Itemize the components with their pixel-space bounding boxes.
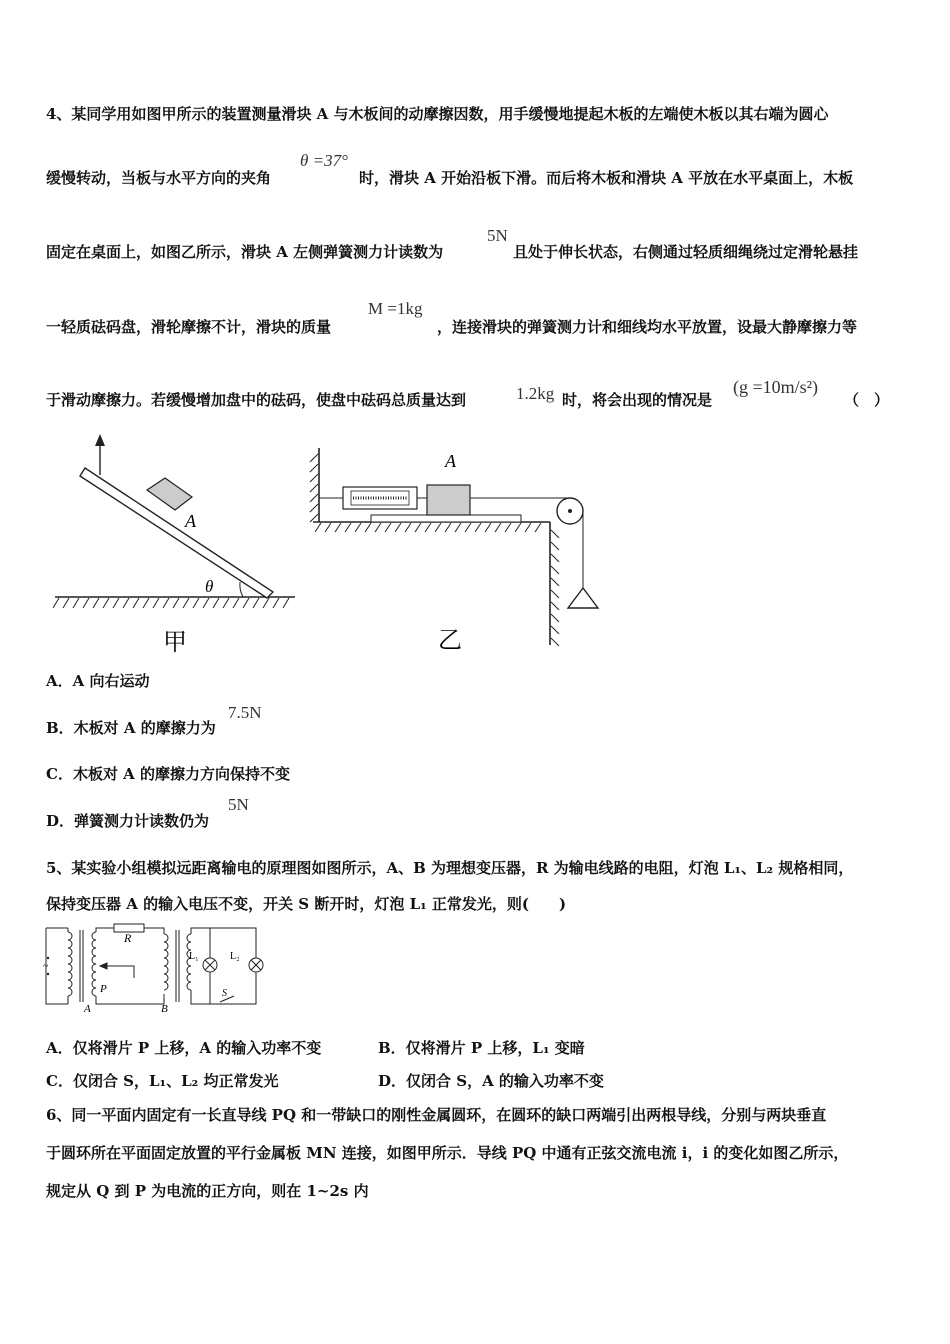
- q4-formula-theta: θ =37°: [300, 151, 348, 170]
- jia-caption: 甲: [163, 630, 187, 656]
- q4-line1: 4、某同学用如图甲所示的装置测量滑块 A 与木板间的动摩擦因数，用手缓慢地提起木板的左端使木板以其右端为圆心: [46, 105, 829, 123]
- q4-formula-g: (g =10m/s²): [733, 377, 819, 397]
- figure-jia: [45, 430, 305, 660]
- circuit-src: ~: [43, 961, 49, 972]
- q4-option-b: B．木板对 A 的摩擦力为: [46, 719, 216, 737]
- q4-line5b: 时，将会出现的情况是: [562, 391, 713, 409]
- yi-label-a: A: [445, 451, 456, 471]
- circuit-l1: L₁: [189, 951, 199, 962]
- circuit-l2: L₂: [230, 951, 240, 962]
- q4-formula-75n: 7.5N: [228, 703, 262, 722]
- jia-label-theta: θ: [205, 577, 214, 596]
- q4-line5a: 于滑动摩擦力。若缓慢增加盘中的砝码，使盘中砝码总质量达到: [46, 391, 467, 409]
- q4-line2a: 缓慢转动，当板与水平方向的夹角: [46, 169, 272, 187]
- q4-formula-mass: M =1kg: [368, 299, 423, 318]
- q5-option-b: B．仅将滑片 P 上移，L₁ 变暗: [378, 1039, 585, 1057]
- q6-line2: 于圆环所在平面固定放置的平行金属板 MN 连接，如图甲所示．导线 PQ 中通有正弦交流电流 i，i 的变化如图乙所示，: [46, 1144, 849, 1162]
- q5-option-d: D．仅闭合 S，A 的输入功率不变: [378, 1072, 604, 1090]
- q4-line5c: （ ）: [844, 391, 890, 409]
- q6-line3: 规定从 Q 到 P 为电流的正方向，则在 1~2s 内: [46, 1182, 369, 1200]
- q4-option-a: A．A 向右运动: [46, 672, 150, 690]
- circuit-s: S: [222, 988, 227, 999]
- q4-line3b: 且处于伸长状态，右侧通过轻质细绳绕过定滑轮悬挂: [513, 243, 859, 261]
- q4-formula-5n-d: 5N: [228, 795, 249, 814]
- circuit-a: A: [84, 1003, 91, 1015]
- q5-option-a: A．仅将滑片 P 上移，A 的输入功率不变: [46, 1039, 322, 1057]
- q4-option-d: D．弹簧测力计读数仍为: [46, 812, 210, 830]
- circuit-r: R: [124, 931, 132, 945]
- q5-line1: 5、某实验小组模拟远距离输电的原理图如图所示，A、B 为理想变压器，R 为输电线路的电阻，灯泡 L₁、L₂ 规格相同，: [46, 859, 854, 877]
- yi-caption: 乙: [438, 628, 462, 654]
- q4-formula-12kg: 1.2kg: [516, 384, 555, 403]
- q4-line2b: 时，滑块 A 开始沿板下滑。而后将木板和滑块 A 平放在水平桌面上，木板: [359, 169, 854, 187]
- q5-line2: 保持变压器 A 的输入电压不变，开关 S 断开时，灯泡 L₁ 正常发光，则( ): [46, 895, 567, 913]
- q4-line4a: 一轻质砝码盘，滑轮摩擦不计，滑块的质量: [46, 318, 332, 336]
- q4-option-c: C．木板对 A 的摩擦力方向保持不变: [46, 765, 291, 783]
- circuit-b: B: [161, 1003, 168, 1015]
- jia-label-a: A: [185, 511, 196, 531]
- figure-yi: [305, 440, 610, 655]
- q5-option-c: C．仅闭合 S，L₁、L₂ 均正常发光: [46, 1072, 279, 1090]
- q4-formula-5n: 5N: [487, 226, 508, 245]
- q6-line1: 6、同一平面内固定有一长直导线 PQ 和一带缺口的刚性金属圆环，在圆环的缺口两端引出两根导线，分别与两块垂直: [46, 1106, 827, 1124]
- circuit-p: P: [100, 983, 107, 995]
- q4-line4b: ，连接滑块的弹簧测力计和细线均水平放置，设最大静摩擦力等: [437, 318, 858, 336]
- q5-circuit: [43, 922, 264, 1015]
- q4-line3a: 固定在桌面上，如图乙所示，滑块 A 左侧弹簧测力计读数为: [46, 243, 444, 261]
